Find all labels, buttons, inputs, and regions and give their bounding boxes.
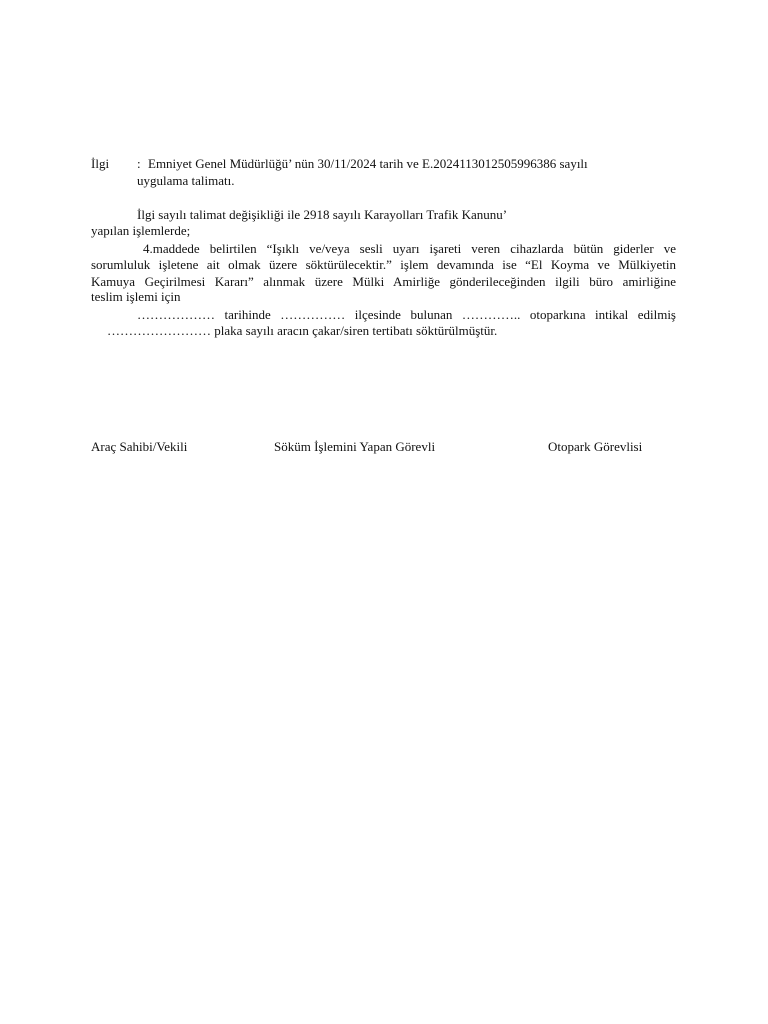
reference-label: İlgi xyxy=(91,156,110,171)
signature-parking-label: Otopark Görevlisi xyxy=(548,439,643,454)
fill-in-line2: …………………… plaka sayılı aracın çakar/siren tertibatı söktürülmüştür. xyxy=(107,323,498,338)
paragraph-2-line3: Kamuya Geçirilmesi Kararı” alınmak üzere Mülki Amirliğe gönderileceğinden ilgili büro amirliğine xyxy=(91,274,676,289)
signature-owner-label: Araç Sahibi/Vekili xyxy=(91,439,188,454)
reference-text-line1: Emniyet Genel Müdürlüğü’ nün 30/11/2024 tarih ve E.2024113012505996386 sayılı xyxy=(148,156,588,171)
fill-in-line1: ……………… tarihinde …………… ilçesinde bulunan ………….. otoparkına intikal edilmiş xyxy=(137,307,676,322)
reference-colon: : xyxy=(137,156,141,171)
paragraph-1-line2: yapılan işlemlerde; xyxy=(91,223,191,238)
paragraph-2-line4: teslim işlemi için xyxy=(91,289,181,304)
paragraph-2-line2: sorumluluk işletene ait olmak üzere söktürülecektir.” işlem devamında ise “El Koyma ve Mülkiyetin xyxy=(91,257,676,272)
paragraph-1-line1: İlgi sayılı talimat değişikliği ile 2918 sayılı Karayolları Trafik Kanunu’ xyxy=(137,207,508,222)
signature-remover-label: Söküm İşlemini Yapan Görevli xyxy=(274,439,436,454)
paragraph-2-line1: 4.maddede belirtilen “Işıklı ve/veya sesli uyarı işareti veren cihazlarda bütün giderler ve xyxy=(143,241,676,256)
reference-text-line2: uygulama talimatı. xyxy=(137,173,235,188)
